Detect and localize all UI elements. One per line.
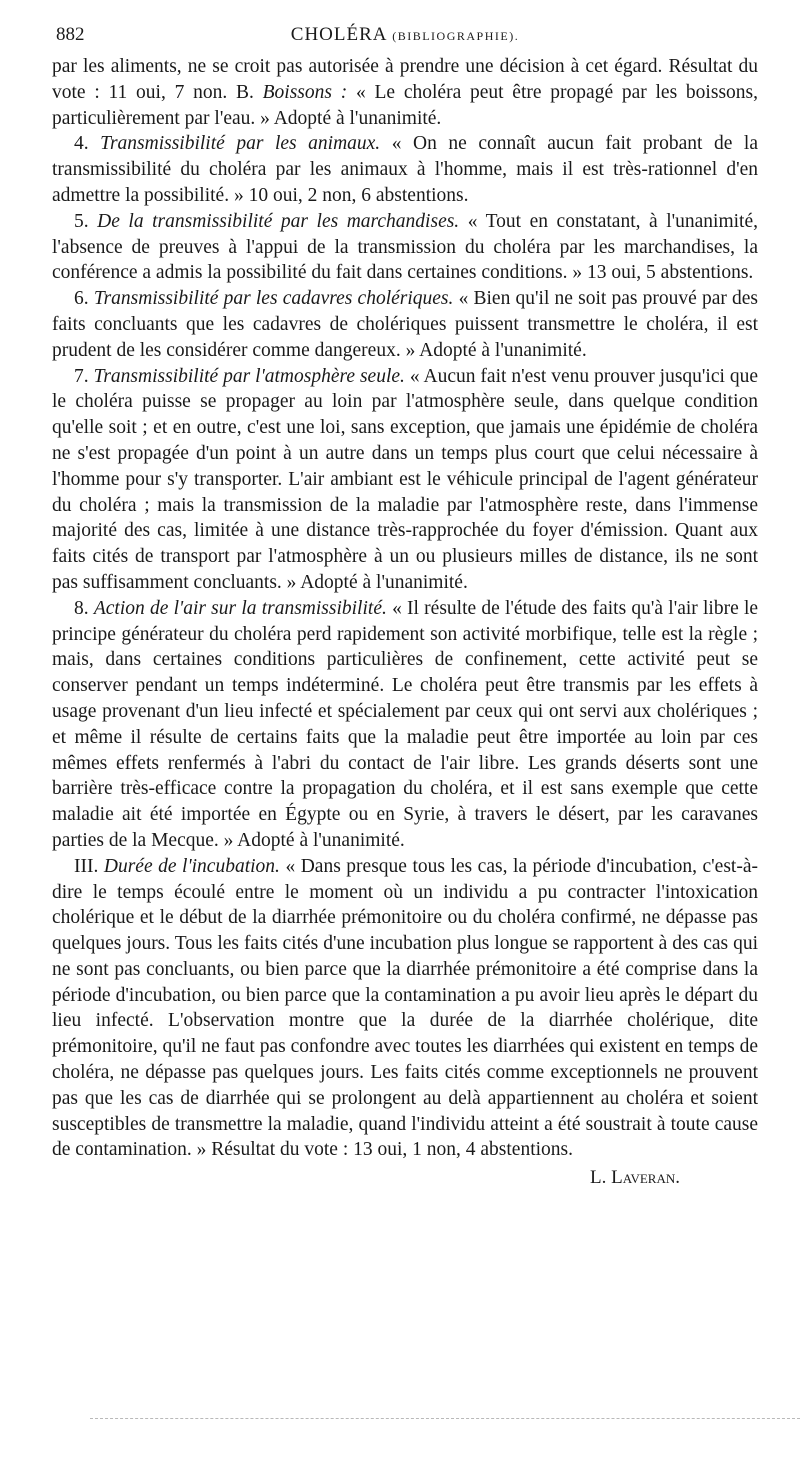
paragraph xyxy=(52,854,758,1164)
paragraph-text: 4. xyxy=(74,133,101,155)
section-heading: Transmissibilité par l'atmosphère seule. xyxy=(93,365,405,387)
paragraph xyxy=(52,54,758,131)
page-number: 882 xyxy=(56,24,85,45)
paragraph-text: 8. xyxy=(74,597,94,619)
bottom-dashed-rule xyxy=(90,1418,800,1419)
running-title-sub: (BIBLIOGRAPHIE). xyxy=(392,29,520,43)
running-title-main: CHOLÉRA xyxy=(290,24,387,45)
paragraph xyxy=(52,364,758,596)
paragraph-text: 7. xyxy=(74,365,94,387)
paragraph xyxy=(52,286,758,363)
paragraph xyxy=(52,596,758,854)
paragraph-text: III. xyxy=(74,855,104,877)
paragraph-text: 5. xyxy=(74,210,98,232)
document-page xyxy=(52,20,758,1460)
paragraph-text: « Bien qu'il ne soit pas prouvé par des faits concluants que les cadavres de cholériques puissent transmettre le choléra, il est prudent de les considérer comme dangereux. » Adopté à l'unanimité. xyxy=(52,288,759,361)
section-heading: Action de l'air sur la transmissibilité. xyxy=(93,597,387,619)
running-header xyxy=(52,20,758,54)
section-heading: Transmissibilité par les cadavres cholériques. xyxy=(93,288,454,310)
section-heading: Durée de l'incubation. xyxy=(103,855,280,877)
paragraph-text: « Dans presque tous les cas, la période d'incubation, c'est-à-dire le temps écoulé entre le moment où un individu a pu contracter l'intoxication cholérique et le début de la diarrhée prémonitoire ou du choléra confirmé, ne dépasse pas quelques jours. Tous les faits cités d'une incubation plus longue se rapportent à des cas qui ne sont pas concluants, ou bien parce que la diarrhée prémonitoire a été comprise dans la période d'incubation, ou bien parce que la contamination a pu avoir lieu après le départ du lieu infecté. L'observation montre que la durée de la diarrhée cholérique, dite prémonitoire, qu'il ne faut pas confondre avec toutes les diarrhées qui existent en temps de choléra, ne dépasse pas quelques jours. Les faits cités comme exceptionnels ne prouvent pas que les cas de diarrhée qui se prolongent au delà appartiennent au choléra et soient susceptibles de transmettre la maladie, quand l'individu atteint a été soustrait à toute cause de contamination. » Résultat du vote : 13 oui, 1 non, 4 abstentions. xyxy=(52,855,758,1161)
section-heading: De la transmissibilité par les marchandises. xyxy=(97,210,460,232)
paragraph-text: « Aucun fait n'est venu prouver jusqu'ici que le choléra puisse se propager au loin par l'atmosphère seule, dans quelque condition qu'elle soit ; et en outre, c'est une loi, sans exception, que jamais une épidémie de choléra ne s'est propagée d'un point à un autre dans un temps plus court que celui nécessaire à l'homme pour s'y transporter. L'air ambiant est le véhicule principal de l'agent générateur du choléra ; mais la transmission de la maladie par l'atmosphère reste, dans l'immense majorité des cas, limitée à une distance très-rapprochée du foyer d'émission. Quant aux faits cités de transport par l'atmosphère à un ou plusieurs milles de distance, ils ne sont pas suffisamment concluants. » Adopté à l'unanimité. xyxy=(52,365,759,593)
section-heading: Transmissibilité par les animaux. xyxy=(100,133,381,155)
section-heading: Boissons : xyxy=(262,81,348,103)
body-text xyxy=(52,54,758,1163)
paragraph-text: « Tout en constatant, à l'unanimité, l'absence de preuves à l'appui de la transmission du choléra par les marchandises, la conférence a admis la possibilité du fait dans certaines conditions. » 13 oui, 5 abstentions. xyxy=(52,210,758,284)
paragraph xyxy=(52,209,758,286)
paragraph xyxy=(52,131,758,208)
paragraph-text: par les aliments, ne se croit pas autorisée à prendre une décision à cet égard. Résultat du vote : 11 oui, 7 non. B. xyxy=(52,56,758,103)
author-signature: L. Laveran. xyxy=(590,1167,680,1189)
running-title xyxy=(52,24,758,46)
paragraph-text: 6. xyxy=(74,288,94,310)
paragraph-text: « Le choléra peut être propagé par les boissons, particulièrement par l'eau. » Adopté à l'unanimité. xyxy=(52,81,758,129)
paragraph-text: « On ne connaît aucun fait probant de la transmissibilité du choléra par les animaux à l'homme, mais il est très-rationnel d'en admettre la possibilité. » 10 oui, 2 non, 6 abstentions. xyxy=(52,133,758,206)
paragraph-text: « Il résulte de l'étude des faits qu'à l'air libre le principe générateur du choléra perd rapidement son activité morbifique, telle est la règle ; mais, dans certaines conditions particulières de confinement, cette activité peut se conserver pendant un temps indéterminé. Le choléra peut être transmis par les effets à usage provenant d'un lieu infecté et spécialement par ceux qui ont servi aux cholériques ; et même il résulte de certains faits que la maladie peut être importée au loin par ces mêmes effets renfermés à l'abri du contact de l'air libre. Les grands déserts sont une barrière très-efficace contre la propagation du choléra, et il est sans exemple que cette maladie ait été importée en Égypte ou en Syrie, à travers le désert, par les caravanes parties de la Mecque. » Adopté à l'unanimité. xyxy=(52,597,759,851)
